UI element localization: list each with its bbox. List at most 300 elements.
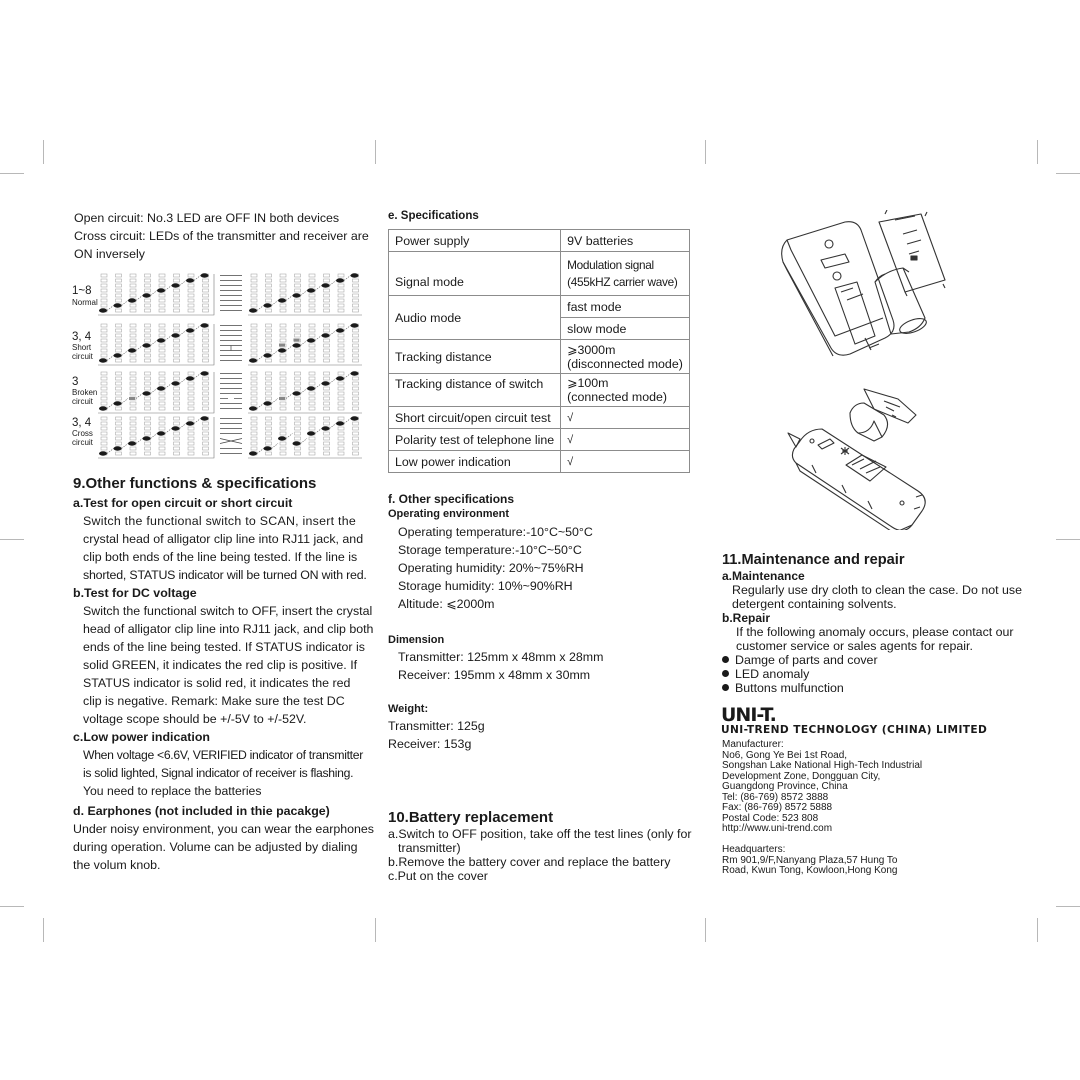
led-lit <box>278 436 286 440</box>
led-cell <box>251 377 257 380</box>
led-cell <box>174 397 180 400</box>
led-cell <box>295 284 301 287</box>
led-cell <box>145 309 151 312</box>
led-cell <box>174 377 180 380</box>
led-cell <box>188 324 194 327</box>
led-cell <box>116 294 122 297</box>
led-cell <box>174 417 180 420</box>
led-cell <box>203 377 209 380</box>
led-cell <box>174 274 180 277</box>
led-cell <box>324 422 330 425</box>
subsection-title: b.Test for DC voltage <box>73 586 197 600</box>
led-cell <box>309 349 315 352</box>
subsection-title: b.Repair <box>722 611 771 625</box>
led-cell <box>174 372 180 375</box>
led-connector <box>315 384 322 389</box>
led-cell <box>188 344 194 347</box>
diagram-label-sub: Normal <box>72 298 98 307</box>
table-row <box>389 429 690 451</box>
diagram-label-sub: circuit <box>72 397 93 406</box>
address-line: Postal Code: 523 808 <box>722 812 819 824</box>
led-cell <box>353 392 359 395</box>
led-cell <box>324 452 330 455</box>
led-cell <box>203 309 209 312</box>
led-cell <box>295 359 301 362</box>
led-cell <box>266 397 272 400</box>
led-cell <box>159 299 165 302</box>
diagram-label <box>72 377 97 406</box>
led-cell <box>145 442 151 445</box>
led-cell <box>324 289 330 292</box>
led-cell <box>101 432 107 435</box>
led-cell <box>251 372 257 375</box>
section-title: 11.Maintenance and repair <box>722 552 905 568</box>
led-cell <box>130 329 136 332</box>
led-lit <box>293 391 301 395</box>
led-connector <box>301 341 308 346</box>
spec-key: Tracking distance of switch <box>389 374 561 407</box>
led-cell <box>295 289 301 292</box>
led-cell <box>338 289 344 292</box>
check-mark: √ <box>561 451 690 473</box>
uni-t-logo: UNI-T. <box>721 704 776 726</box>
led-cell <box>203 294 209 297</box>
led-cell <box>280 304 286 307</box>
led-lit <box>264 303 272 307</box>
led-cell <box>353 432 359 435</box>
led-cell <box>295 387 301 390</box>
led-cell <box>130 422 136 425</box>
led-cell <box>203 442 209 445</box>
led-lit <box>128 348 136 352</box>
crop-mark <box>705 140 706 164</box>
spec-value-line: (connected mode) <box>567 390 667 404</box>
led-cell <box>338 407 344 410</box>
weight-line: Transmitter: 125g <box>388 719 485 733</box>
led-cell <box>145 427 151 430</box>
intro-line: ON inversely <box>74 247 145 261</box>
led-connector <box>180 281 187 286</box>
led-cell <box>353 279 359 282</box>
led-cell <box>101 397 107 400</box>
section-title: 9.Other functions & specifications <box>73 475 317 492</box>
led-cell <box>145 422 151 425</box>
crop-mark <box>375 140 376 164</box>
led-cell <box>188 304 194 307</box>
group-title: Operating environment <box>388 508 510 520</box>
led-cell <box>280 402 286 405</box>
led-cell <box>101 294 107 297</box>
led-cell <box>188 397 194 400</box>
body-line: during operation. Volume can be adjusted by dialing <box>73 840 358 854</box>
led-cell <box>203 437 209 440</box>
led-cell <box>188 387 194 390</box>
manufacturer-address <box>722 740 922 877</box>
led-lit <box>293 293 301 297</box>
led-cell <box>145 284 151 287</box>
led-cell <box>251 354 257 357</box>
led-cell <box>309 324 315 327</box>
led-cell <box>116 334 122 337</box>
address-line: Songshan Lake National High-Tech Industrial <box>722 760 923 771</box>
led-cell <box>266 422 272 425</box>
led-cell <box>130 417 136 420</box>
led-cell <box>338 427 344 430</box>
address-line: Development Zone, Dongguan City, <box>722 770 881 782</box>
led-cell <box>203 339 209 342</box>
led-cell <box>324 294 330 297</box>
led-cell <box>101 274 107 277</box>
led-cell <box>159 437 165 440</box>
spec-key: Short circuit/open circuit test <box>389 407 561 429</box>
led-cell <box>280 407 286 410</box>
led-cell <box>130 284 136 287</box>
bullet-icon <box>722 684 729 691</box>
led-cell <box>251 422 257 425</box>
bullet-text: LED anomaly <box>735 667 810 681</box>
led-cell <box>145 372 151 375</box>
led-cell <box>280 359 286 362</box>
led-cell <box>324 377 330 380</box>
address-line: Headquarters: <box>722 844 786 855</box>
subsection-title: d. Earphones (not included in thie pacakge) <box>73 804 330 818</box>
led-cell <box>145 402 151 405</box>
led-cell <box>116 372 122 375</box>
led-cell <box>295 324 301 327</box>
led-connector <box>194 419 201 424</box>
led-cell <box>174 354 180 357</box>
led-cell <box>309 299 315 302</box>
led-cell <box>324 354 330 357</box>
led-connector <box>180 331 187 336</box>
led-cell <box>251 299 257 302</box>
led-connector <box>315 429 322 434</box>
env-line: Storage humidity: 10%~90%RH <box>398 579 573 593</box>
led-connector <box>257 306 264 311</box>
led-diagram-graphic <box>98 270 362 466</box>
led-lit <box>99 406 107 410</box>
led-cell <box>295 349 301 352</box>
led-cell <box>324 339 330 342</box>
led-cell <box>174 387 180 390</box>
led-cell <box>159 372 165 375</box>
led-lit <box>128 441 136 445</box>
crop-mark <box>1037 918 1038 942</box>
led-connector <box>136 439 143 444</box>
section-11 <box>722 551 1022 695</box>
led-cell <box>145 289 151 292</box>
led-cell <box>309 377 315 380</box>
led-connector <box>136 394 143 399</box>
led-cell <box>203 392 209 395</box>
led-connector <box>257 449 264 454</box>
led-cell <box>159 447 165 450</box>
section-10 <box>388 809 691 883</box>
led-cell <box>280 442 286 445</box>
bullet-text: Damge of parts and cover <box>735 653 878 667</box>
led-cell <box>266 299 272 302</box>
led-cell <box>324 274 330 277</box>
led-lit <box>143 293 151 297</box>
led-cell <box>159 407 165 410</box>
led-cell <box>203 402 209 405</box>
led-cell <box>174 359 180 362</box>
led-cell <box>266 452 272 455</box>
led-cell <box>353 422 359 425</box>
led-cell <box>338 309 344 312</box>
led-off <box>129 397 135 400</box>
address-line: No6, Gong Ye Bei 1st Road, <box>722 749 848 761</box>
led-connector <box>122 444 129 449</box>
led-lit <box>307 338 315 342</box>
led-lit <box>249 406 257 410</box>
led-cell <box>324 407 330 410</box>
led-cell <box>116 324 122 327</box>
led-lit <box>157 288 165 292</box>
led-cell <box>295 447 301 450</box>
led-cell <box>203 334 209 337</box>
diagram-label-sub: Short <box>72 343 92 352</box>
led-lit <box>307 431 315 435</box>
website-link[interactable]: http://www.uni-trend.com <box>722 823 833 834</box>
body-line: Switch the functional switch to OFF, insert the crystal <box>83 604 373 618</box>
led-cell <box>338 372 344 375</box>
led-cell <box>174 442 180 445</box>
led-cell <box>295 407 301 410</box>
led-cell <box>338 344 344 347</box>
spec-value <box>561 374 690 407</box>
led-cell <box>280 334 286 337</box>
led-cell <box>309 422 315 425</box>
body-line: is solid lighted, Signal indicator of receiver is flashing. <box>83 766 354 780</box>
led-cell <box>309 372 315 375</box>
led-cell <box>174 344 180 347</box>
led-connector <box>136 296 143 301</box>
diagram-label-main: 3 <box>72 376 79 388</box>
led-cell <box>338 274 344 277</box>
led-cell <box>324 447 330 450</box>
led-cell <box>145 329 151 332</box>
led-lit <box>351 416 359 420</box>
led-cell <box>353 447 359 450</box>
led-cell <box>174 339 180 342</box>
led-cell <box>174 329 180 332</box>
led-lit <box>307 288 315 292</box>
led-lit <box>172 333 180 337</box>
led-cell <box>324 402 330 405</box>
led-lit <box>143 343 151 347</box>
led-short <box>279 344 285 347</box>
led-cell <box>203 432 209 435</box>
led-cell <box>203 354 209 357</box>
led-cell <box>130 339 136 342</box>
led-cell <box>309 284 315 287</box>
led-cell <box>130 354 136 357</box>
led-cell <box>309 417 315 420</box>
led-cell <box>145 354 151 357</box>
led-cell <box>309 279 315 282</box>
led-cell <box>324 309 330 312</box>
dimension-line: Transmitter: 125mm x 48mm x 28mm <box>398 650 604 664</box>
led-lit <box>186 328 194 332</box>
diagram-label-sub: Cross <box>72 429 93 438</box>
spec-value: 9V batteries <box>561 230 690 252</box>
led-cell <box>251 304 257 307</box>
led-cell <box>353 289 359 292</box>
led-cell <box>159 377 165 380</box>
address-line: Manufacturer: <box>722 739 784 750</box>
led-connector <box>151 341 158 346</box>
led-cell <box>251 339 257 342</box>
led-lit <box>172 426 180 430</box>
led-connector <box>151 434 158 439</box>
address-line: Fax: (86-769) 8572 5888 <box>722 802 833 813</box>
led-cell <box>101 442 107 445</box>
subsection-title: a.Maintenance <box>722 569 805 583</box>
diagram-label <box>72 418 93 447</box>
bullet-icon <box>722 670 729 677</box>
subsection-title: c.Low power indication <box>73 730 210 744</box>
body-line: Regularly use dry cloth to clean the case. Do not use <box>732 583 1022 597</box>
led-cell <box>188 334 194 337</box>
led-lit <box>322 333 330 337</box>
led-cell <box>116 344 122 347</box>
diagram-label-sub: circuit <box>72 438 93 447</box>
body-line: a.Switch to OFF position, take off the test lines (only for <box>388 827 692 841</box>
led-connector <box>315 336 322 341</box>
led-cell <box>280 309 286 312</box>
specifications-title: e. Specifications <box>388 210 479 222</box>
led-cell <box>280 392 286 395</box>
led-cell <box>116 309 122 312</box>
led-lit <box>143 391 151 395</box>
led-cell <box>145 359 151 362</box>
led-cell <box>266 427 272 430</box>
led-cell <box>295 329 301 332</box>
led-connector <box>151 291 158 296</box>
bullet-item <box>722 681 1022 695</box>
led-cell <box>280 382 286 385</box>
led-cell <box>188 349 194 352</box>
diagram-label-main: 3, 4 <box>72 331 92 343</box>
led-cell <box>251 402 257 405</box>
led-cell <box>266 334 272 337</box>
led-cell <box>309 397 315 400</box>
led-cell <box>101 339 107 342</box>
led-cell <box>159 279 165 282</box>
led-cell <box>338 334 344 337</box>
led-connector <box>122 301 129 306</box>
led-cell <box>309 329 315 332</box>
led-connector <box>165 286 172 291</box>
led-cell <box>324 442 330 445</box>
spec-value-line: (disconnected mode) <box>567 356 683 371</box>
body-line: voltage scope should be +/-5V to +/-52V. <box>83 712 307 726</box>
led-cell <box>338 442 344 445</box>
led-cell <box>251 392 257 395</box>
led-cell <box>130 309 136 312</box>
led-lit <box>157 386 165 390</box>
led-connector <box>344 276 351 281</box>
led-cell <box>159 274 165 277</box>
led-cell <box>266 359 272 362</box>
spec-key: Polarity test of telephone line <box>389 429 561 451</box>
led-lit <box>336 421 344 425</box>
led-cell <box>116 452 122 455</box>
led-cell <box>159 422 165 425</box>
led-cell <box>295 377 301 380</box>
led-lit <box>157 431 165 435</box>
led-cell <box>188 274 194 277</box>
led-cell <box>174 309 180 312</box>
body-line: c.Put on the cover <box>388 869 488 883</box>
address-line: Road, Kwun Tong, Kowloon,Hong Kong <box>722 865 898 876</box>
table-row <box>389 451 690 473</box>
spec-value: slow mode <box>561 318 690 340</box>
led-cell <box>266 339 272 342</box>
led-cell <box>203 289 209 292</box>
led-cell <box>159 359 165 362</box>
led-cell <box>145 382 151 385</box>
led-cell <box>280 377 286 380</box>
led-cell <box>101 377 107 380</box>
body-line: If the following anomaly occurs, please contact our <box>736 625 1014 639</box>
led-lit <box>143 436 151 440</box>
led-cell <box>338 299 344 302</box>
led-cell <box>251 382 257 385</box>
led-cell <box>280 452 286 455</box>
bullet-item <box>722 667 1022 681</box>
led-lit <box>201 323 209 327</box>
led-cell <box>266 377 272 380</box>
body-line: clip is negative. Remark: Make sure the test DC <box>83 694 345 708</box>
led-cell <box>309 392 315 395</box>
led-connector <box>272 444 279 449</box>
led-cell <box>145 397 151 400</box>
led-lit <box>172 381 180 385</box>
left-intro <box>74 209 369 263</box>
led-cell <box>174 349 180 352</box>
led-cell <box>295 452 301 455</box>
led-cell <box>203 382 209 385</box>
led-lit <box>336 376 344 380</box>
led-cell <box>295 279 301 282</box>
led-cell <box>145 339 151 342</box>
spec-value <box>561 252 690 296</box>
led-cell <box>159 382 165 385</box>
led-cell <box>280 417 286 420</box>
led-connector <box>330 424 337 429</box>
spec-value <box>561 340 690 374</box>
body-line: detergent containing solvents. <box>732 597 897 611</box>
led-cell <box>159 334 165 337</box>
led-cell <box>188 417 194 420</box>
led-connector <box>272 301 279 306</box>
weight-line: Receiver: 153g <box>388 737 472 751</box>
led-cell <box>159 349 165 352</box>
led-cell <box>145 387 151 390</box>
led-cell <box>159 417 165 420</box>
led-off <box>279 397 285 400</box>
led-cell <box>280 422 286 425</box>
led-cell <box>130 294 136 297</box>
led-cell <box>280 447 286 450</box>
led-cell <box>280 387 286 390</box>
led-cell <box>159 329 165 332</box>
led-cell <box>295 402 301 405</box>
led-cell <box>251 442 257 445</box>
led-cell <box>130 387 136 390</box>
